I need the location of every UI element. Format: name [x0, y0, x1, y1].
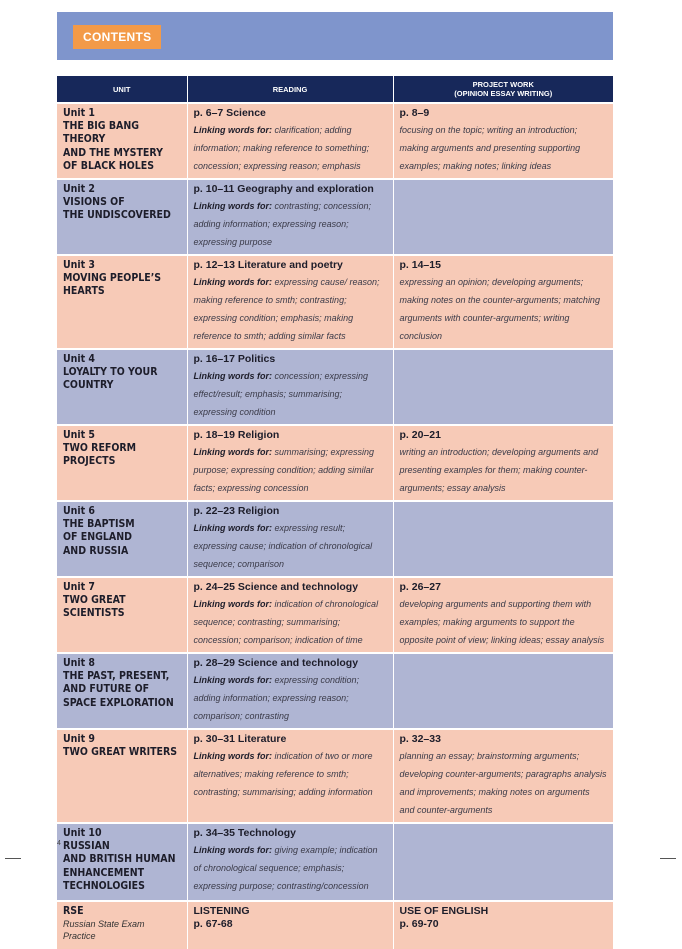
reading-details — [194, 751, 373, 797]
cell-unit — [57, 425, 187, 501]
project-heading: p. 14–15 — [399, 259, 441, 271]
header-unit: UNIT — [57, 76, 187, 103]
cell-project — [393, 425, 613, 501]
contents-banner — [57, 12, 613, 60]
cell-reading — [187, 103, 393, 179]
table-body — [57, 103, 613, 901]
reading-heading: p. 18–19 Religion — [193, 429, 280, 441]
cell-project — [393, 823, 613, 901]
unit-title: RUSSIAN AND BRITISH HUMAN ENHANCEMENT TECHNOLOGIES — [63, 840, 176, 892]
table-row — [57, 179, 613, 255]
unit-number: Unit 10 — [63, 827, 102, 839]
cell-unit — [57, 653, 187, 729]
reading-topics: contrasting; concession; adding information; expressing reason; expressing purpose — [193, 201, 372, 247]
unit-number: Unit 6 — [63, 505, 96, 517]
unit-number: Unit 2 — [63, 183, 96, 195]
table-row — [57, 255, 613, 349]
cell-reading — [187, 653, 393, 729]
linking-words-label: Linking words for: — [193, 201, 272, 211]
project-heading: p. 20–21 — [399, 429, 441, 441]
reading-details — [194, 675, 360, 721]
project-details: planning an essay; brainstorming arguments; developing counter-arguments; paragraphs analysis and improvements; making notes on arguments and counter-arguments — [399, 751, 607, 815]
cell-project — [393, 349, 613, 425]
linking-words-label: Linking words for: — [193, 845, 272, 855]
cell-project — [393, 653, 613, 729]
table-header-row — [57, 76, 613, 103]
table-row — [57, 425, 613, 501]
listening-pages: p. 67-68 — [193, 918, 233, 930]
cell-project — [393, 729, 613, 823]
unit-title: TWO GREAT WRITERS — [63, 746, 178, 759]
cell-project — [393, 179, 613, 255]
cell-unit — [57, 577, 187, 653]
unit-number: Unit 7 — [63, 581, 96, 593]
unit-number: Unit 3 — [63, 259, 96, 271]
cell-project — [393, 501, 613, 577]
reading-details — [194, 599, 379, 645]
unit-number: Unit 8 — [63, 657, 96, 669]
reading-heading: p. 22–23 Religion — [193, 505, 280, 517]
linking-words-label: Linking words for: — [193, 599, 272, 609]
unit-title: MOVING PEOPLE’S HEARTS — [63, 272, 162, 298]
reading-details — [194, 523, 373, 569]
linking-words-label: Linking words for: — [193, 447, 272, 457]
project-heading: p. 32–33 — [399, 733, 441, 745]
table-row — [57, 653, 613, 729]
reading-details — [194, 277, 380, 341]
contents-table — [57, 76, 613, 949]
reading-heading: p. 30–31 Literature — [193, 733, 287, 745]
project-details: focusing on the topic; writing an introduction; making arguments and presenting supporting examples; making notes; linking ideas — [399, 125, 581, 171]
unit-number: RSE — [63, 905, 84, 917]
cell-project — [393, 103, 613, 179]
cell-unit — [57, 901, 187, 949]
linking-words-label: Linking words for: — [193, 277, 272, 287]
cell-unit — [57, 823, 187, 901]
table-row — [57, 349, 613, 425]
page-number: 4 — [57, 840, 61, 847]
cell-reading — [187, 349, 393, 425]
cell-unit — [57, 349, 187, 425]
use-of-english-pages: p. 69-70 — [399, 918, 439, 930]
project-details: developing arguments and supporting them with examples; making arguments to support the opposite point of view; linking ideas; essay analysis — [399, 599, 605, 645]
table-row — [57, 577, 613, 653]
cell-project — [393, 901, 613, 949]
cell-unit — [57, 729, 187, 823]
unit-number: Unit 1 — [63, 107, 96, 119]
cell-reading — [187, 729, 393, 823]
reading-topics: indication of two or more alternatives; making reference to smth; contrasting; summarising; adding information — [193, 751, 373, 797]
listening-heading: LISTENING — [193, 905, 250, 917]
crop-mark-left — [5, 858, 21, 859]
project-heading: p. 8–9 — [399, 107, 430, 119]
reading-topics: indication of chronological sequence; contrasting; summarising; concession; comparison; indication of time — [193, 599, 379, 645]
reading-heading: p. 24–25 Science and technology — [193, 581, 359, 593]
project-details: writing an introduction; developing arguments and presenting examples for them; making counter-arguments; essay analysis — [399, 447, 599, 493]
cell-project — [393, 255, 613, 349]
unit-title: LOYALTY TO YOUR COUNTRY — [63, 366, 158, 392]
reading-details — [194, 201, 372, 247]
cell-project — [393, 577, 613, 653]
cell-reading — [187, 425, 393, 501]
unit-title: THE PAST, PRESENT, AND FUTURE OF SPACE EXPLORATION — [63, 670, 174, 709]
project-details: expressing an opinion; developing arguments; making notes on the counter-arguments; matching arguments with counter-arguments; writing conclusion — [399, 277, 600, 341]
cell-unit — [57, 255, 187, 349]
reading-details — [194, 125, 370, 171]
cell-reading — [187, 255, 393, 349]
cell-unit — [57, 103, 187, 179]
cell-unit — [57, 179, 187, 255]
linking-words-label: Linking words for: — [193, 751, 272, 761]
reading-topics: giving example; indication of chronological sequence; emphasis; expressing purpose; contrasting/concession — [193, 845, 378, 891]
table-row — [57, 729, 613, 823]
reading-heading: p. 6–7 Science — [193, 107, 266, 119]
project-heading: p. 26–27 — [399, 581, 441, 593]
use-of-english-heading: USE OF ENGLISH — [399, 905, 489, 917]
reading-heading: p. 12–13 Literature and poetry — [193, 259, 343, 271]
header-reading: READING — [187, 76, 393, 103]
table-row — [57, 103, 613, 179]
reading-details — [194, 447, 375, 493]
reading-details — [194, 845, 378, 891]
unit-title: VISIONS OF THE UNDISCOVERED — [63, 196, 171, 222]
cell-reading — [187, 179, 393, 255]
table-row — [57, 501, 613, 577]
cell-reading — [187, 501, 393, 577]
linking-words-label: Linking words for: — [193, 675, 272, 685]
reading-heading: p. 10–11 Geography and exploration — [193, 183, 374, 195]
reading-heading: p. 16–17 Politics — [193, 353, 276, 365]
reading-topics: clarification; adding information; making reference to something; concession; expressing reason; emphasis — [193, 125, 370, 171]
cell-reading — [187, 901, 393, 949]
unit-title: TWO REFORM PROJECTS — [63, 442, 137, 468]
unit-number: Unit 9 — [63, 733, 96, 745]
reading-topics: expressing cause/ reason; making reference to smth; contrasting; expressing condition; emphasis; making reference to smth; adding similar facts — [193, 277, 380, 341]
contents-label: CONTENTS — [73, 25, 161, 49]
reading-heading: p. 28–29 Science and technology — [193, 657, 359, 669]
unit-title: TWO GREAT SCIENTISTS — [63, 594, 126, 620]
unit-title: THE BIG BANG THEORY AND THE MYSTERY OF BLACK HOLES — [63, 120, 163, 172]
table-row — [57, 823, 613, 901]
unit-subtitle: Russian State Exam Practice — [63, 919, 145, 942]
linking-words-label: Linking words for: — [193, 523, 272, 533]
unit-number: Unit 4 — [63, 353, 96, 365]
cell-reading — [187, 577, 393, 653]
crop-mark-right — [660, 858, 676, 859]
unit-number: Unit 5 — [63, 429, 96, 441]
reading-topics: expressing condition; adding information; expressing reason; comparison; contrasting — [193, 675, 360, 721]
header-project-work: PROJECT WORK (OPINION ESSAY WRITING) — [393, 76, 613, 103]
linking-words-label: Linking words for: — [193, 371, 272, 381]
unit-title: THE BAPTISM OF ENGLAND AND RUSSIA — [63, 518, 135, 557]
reading-topics: concession; expressing effect/result; emphasis; summarising; expressing condition — [193, 371, 369, 417]
cell-unit — [57, 501, 187, 577]
reading-topics: summarising; expressing purpose; expressing condition; adding similar facts; expressing concession — [193, 447, 375, 493]
cell-reading — [187, 823, 393, 901]
reading-topics: expressing result; expressing cause; indication of chronological sequence; comparison — [193, 523, 373, 569]
linking-words-label: Linking words for: — [193, 125, 272, 135]
table-row-rse — [57, 901, 613, 949]
reading-details — [194, 371, 369, 417]
reading-heading: p. 34–35 Technology — [193, 827, 297, 839]
